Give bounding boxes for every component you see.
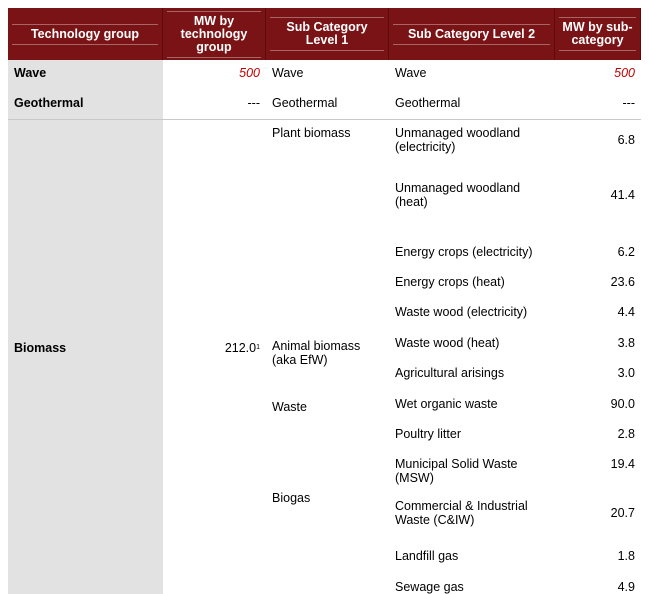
- level1-animal-biomass: Animal biomass (aka EfW): [272, 338, 361, 367]
- mw-agricultural-arisings: 3.0: [617, 366, 635, 381]
- level1-waste: Waste: [272, 399, 307, 414]
- level2-waste-wood-electricity: Waste wood (electricity): [395, 305, 528, 320]
- mw-waste-wood-heat: 3.8: [617, 335, 635, 350]
- mw-unmanaged-woodland-heat: 41.4: [610, 187, 635, 202]
- biomass-mw-group-value: 212.0: [224, 340, 257, 355]
- mw-poultry-litter: 2.8: [617, 426, 635, 441]
- level2-unmanaged-woodland-electricity: Unmanaged woodland (electricity): [395, 126, 521, 154]
- header-mw-by-technology-group: MW by technology group: [163, 8, 266, 60]
- mw-wet-organic-waste: 90.0: [610, 396, 635, 411]
- level1-biogas: Biogas: [272, 490, 311, 505]
- level2-energy-crops-heat: Energy crops (heat): [395, 274, 505, 289]
- grey-column-continuation: [8, 576, 163, 594]
- level2-agricultural-arisings: Agricultural arisings: [395, 366, 505, 381]
- geothermal-group-cell: Geothermal: [8, 90, 163, 120]
- biomass-mw-group-cell: 212.0 1: [224, 340, 260, 355]
- geothermal-level2-cell: Geothermal: [389, 90, 555, 120]
- geothermal-level1-cell: Geothermal: [266, 90, 389, 120]
- wave-mw-sub-cell: 500: [614, 66, 635, 80]
- header-mw-by-sub-category: MW by sub-category: [555, 8, 641, 60]
- header-sub-category-level-2: Sub Category Level 2: [389, 8, 555, 60]
- level2-energy-crops-electricity: Energy crops (electricity): [395, 244, 533, 259]
- mw-cciw: 20.7: [610, 505, 635, 520]
- level2-landfill-gas: Landfill gas: [395, 549, 459, 564]
- mw-unmanaged-woodland-electricity: 6.8: [617, 133, 635, 147]
- level2-waste-wood-heat: Waste wood (heat): [395, 335, 500, 350]
- capacity-table: [8, 8, 641, 594]
- level2-sewage-gas: Sewage gas: [395, 579, 464, 594]
- mw-energy-crops-heat: 23.6: [610, 274, 635, 289]
- mw-energy-crops-electricity: 6.2: [617, 244, 635, 259]
- geothermal-mw-sub-cell: ---: [555, 90, 641, 120]
- header-technology-group: Technology group: [8, 8, 163, 60]
- header-sub-category-level-1: Sub Category Level 1: [266, 8, 389, 60]
- mw-landfill-gas: 1.8: [617, 549, 635, 564]
- geothermal-mw-group-cell: ---: [163, 90, 266, 120]
- mw-sewage-gas: 4.9: [617, 579, 635, 594]
- level2-wet-organic-waste: Wet organic waste: [395, 396, 498, 411]
- mw-waste-wood-electricity: 4.4: [617, 305, 635, 320]
- wave-level1-cell: Wave: [272, 66, 304, 80]
- wave-group-cell: Wave: [8, 60, 163, 90]
- level2-poultry-litter: Poultry litter: [395, 426, 461, 441]
- level2-cciw: Commercial & Industrial Waste (C&IW): [395, 498, 528, 527]
- level2-msw: Municipal Solid Waste (MSW): [395, 457, 518, 486]
- biomass-group-cell: Biomass: [8, 120, 163, 576]
- level1-plant-biomass: Plant biomass: [272, 126, 351, 140]
- wave-level2-cell: Wave: [395, 66, 427, 80]
- level2-unmanaged-woodland-heat: Unmanaged woodland (heat): [395, 180, 521, 209]
- mw-msw: 19.4: [610, 457, 635, 472]
- wave-mw-group-cell: 500: [239, 66, 260, 80]
